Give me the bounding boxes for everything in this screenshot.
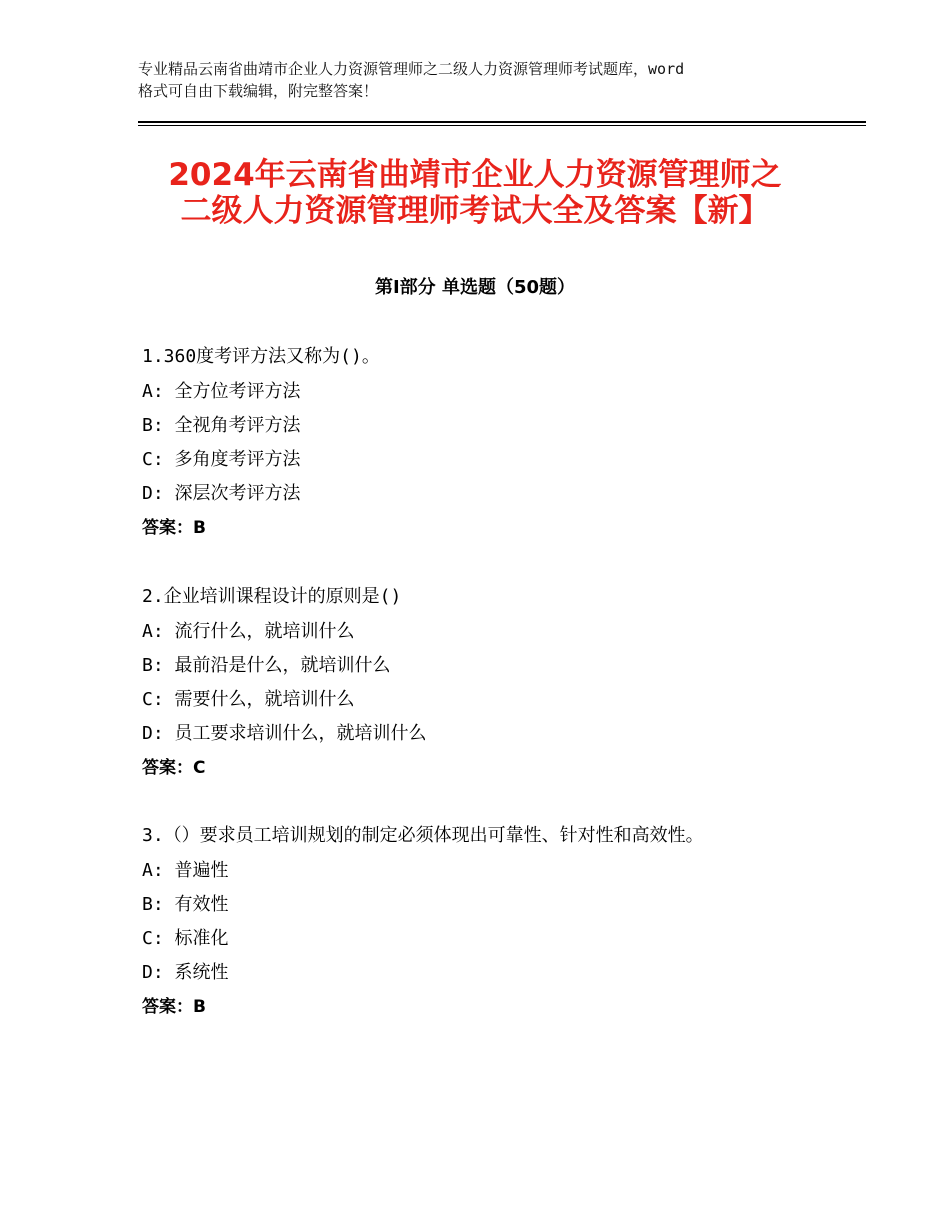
header-note-line-2: 格式可自由下载编辑，附完整答案！ (138, 82, 379, 100)
question-answer: 答案：B (142, 518, 206, 538)
header-note-line-1: 专业精品云南省曲靖市企业人力资源管理师之二级人力资源管理师考试题库，word (138, 60, 685, 78)
question-option-b: B: 有效性 (142, 894, 229, 915)
section-heading: 第Ⅰ部分 单选题（50题） (374, 277, 575, 298)
question-option-d: D: 员工要求培训什么，就培训什么 (142, 723, 427, 744)
question-answer: 答案：B (142, 997, 206, 1017)
document-header-note (138, 58, 838, 102)
question-stem: 1.360度考评方法又称为()。 (142, 346, 380, 367)
question-option-c: C: 标准化 (142, 928, 229, 949)
question-option-c: C: 多角度考评方法 (142, 449, 301, 470)
question-item (142, 820, 802, 1024)
question-option-a: A: 流行什么，就培训什么 (142, 621, 355, 642)
question-option-d: D: 系统性 (142, 962, 229, 983)
question-option-a: A: 普遍性 (142, 860, 229, 881)
header-divider-thick (138, 121, 866, 123)
question-option-c: C: 需要什么，就培训什么 (142, 689, 355, 710)
question-item (142, 581, 802, 785)
question-option-b: B: 最前沿是什么，就培训什么 (142, 655, 391, 676)
question-option-b: B: 全视角考评方法 (142, 415, 301, 436)
question-stem: 2.企业培训课程设计的原则是() (142, 586, 402, 607)
document-title-line-1: 2024年云南省曲靖市企业人力资源管理师之 (168, 157, 782, 193)
document-title-line-2: 二级人力资源管理师考试大全及答案【新】 (180, 193, 770, 229)
document-title (100, 157, 850, 229)
question-answer: 答案：C (142, 758, 206, 778)
question-item (142, 341, 802, 545)
question-stem: 3.（）要求员工培训规划的制定必须体现出可靠性、针对性和高效性。 (142, 825, 704, 846)
question-option-a: A: 全方位考评方法 (142, 381, 301, 402)
question-option-d: D: 深层次考评方法 (142, 483, 301, 504)
header-divider-thin (138, 125, 866, 126)
